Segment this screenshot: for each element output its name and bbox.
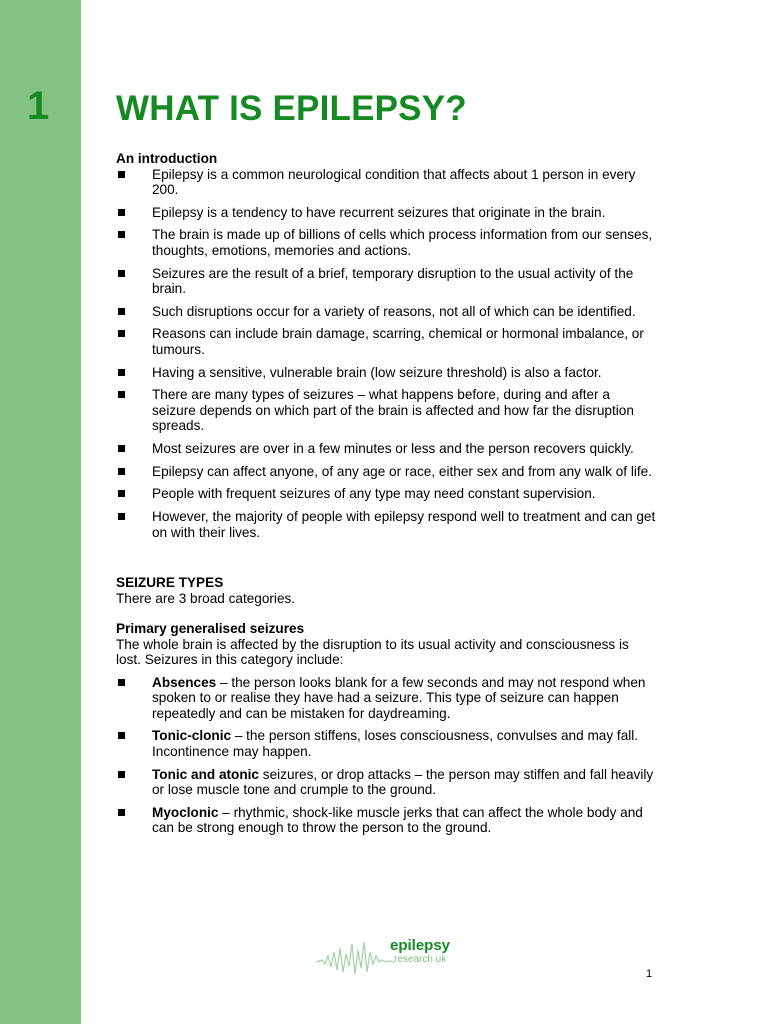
square-bullet-icon bbox=[118, 270, 125, 277]
list-item-text: However, the majority of people with epilepsy respond well to treatment and can get on with their lives. bbox=[152, 509, 656, 540]
list-item bbox=[116, 509, 656, 540]
primary-heading: Primary generalised seizures bbox=[116, 621, 305, 637]
intro-heading: An introduction bbox=[116, 151, 218, 166]
intro-list bbox=[116, 167, 656, 541]
list-item bbox=[116, 675, 656, 722]
square-bullet-icon bbox=[118, 468, 125, 475]
square-bullet-icon bbox=[118, 330, 125, 337]
list-item bbox=[116, 805, 656, 836]
list-item bbox=[116, 205, 656, 221]
seizure-types-text: There are 3 broad categories. bbox=[116, 590, 296, 606]
page-number: 1 bbox=[646, 968, 653, 980]
list-item bbox=[116, 266, 656, 297]
list-item bbox=[116, 441, 656, 457]
chapter-number: 1 bbox=[27, 84, 50, 128]
primary-text: The whole brain is affected by the disruption to its usual activity and consciousness is lost. Seizures in this category include: bbox=[116, 636, 629, 668]
page-title: WHAT IS EPILEPSY? bbox=[116, 89, 467, 128]
list-item bbox=[116, 365, 656, 381]
square-bullet-icon bbox=[118, 809, 125, 816]
seizure-term: Absences bbox=[152, 674, 217, 690]
list-item-text: There are many types of seizures – what happens before, during and after a seizure depends on which part of the brain is affected and how far the disruption spreads. bbox=[152, 387, 634, 434]
green-sidebar bbox=[0, 0, 81, 1024]
list-item-text: Having a sensitive, vulnerable brain (low seizure threshold) is also a factor. bbox=[152, 364, 602, 380]
square-bullet-icon bbox=[118, 171, 125, 178]
logo-subtitle: research uk bbox=[394, 954, 447, 965]
list-item bbox=[116, 486, 656, 502]
list-item-text: People with frequent seizures of any type may need constant supervision. bbox=[152, 486, 596, 502]
seizure-description: – rhythmic, shock-like muscle jerks that can affect the whole body and can be strong enough to throw the person to the ground. bbox=[152, 804, 643, 836]
list-item bbox=[116, 767, 656, 798]
square-bullet-icon bbox=[118, 771, 125, 778]
list-item-text: Most seizures are over in a few minutes or less and the person recovers quickly. bbox=[152, 441, 634, 456]
list-item-text: Epilepsy can affect anyone, of any age or race, either sex and from any walk of life. bbox=[152, 463, 652, 479]
seizure-term: Myoclonic bbox=[152, 804, 219, 820]
square-bullet-icon bbox=[118, 513, 125, 520]
logo-wordmark: epilepsy bbox=[390, 937, 451, 954]
square-bullet-icon bbox=[118, 231, 125, 238]
square-bullet-icon bbox=[118, 490, 125, 497]
seizure-description: – the person looks blank for a few seconds and may not respond when spoken to or realise they have had a seizure. This type of seizure can happen repeatedly and can be mistaken for daydreaming. bbox=[152, 674, 646, 721]
brainwave-icon bbox=[316, 934, 396, 980]
list-item bbox=[116, 304, 656, 320]
primary-list bbox=[116, 675, 656, 836]
list-item bbox=[116, 728, 656, 759]
list-item bbox=[116, 464, 656, 480]
square-bullet-icon bbox=[118, 308, 125, 315]
epilepsy-research-logo bbox=[316, 934, 456, 980]
square-bullet-icon bbox=[118, 445, 125, 452]
list-item-text: Reasons can include brain damage, scarring, chemical or hormonal imbalance, or tumours. bbox=[152, 326, 644, 357]
seizure-description: seizures, or drop attacks – the person may stiffen and fall heavily or lose muscle tone and crumple to the ground. bbox=[152, 766, 654, 798]
seizure-term: Tonic and atonic bbox=[152, 766, 259, 782]
list-item-text: Epilepsy is a common neurological condition that affects about 1 person in every 200. bbox=[152, 166, 636, 197]
seizure-term: Tonic-clonic bbox=[152, 728, 232, 744]
list-item-text: Seizures are the result of a brief, temporary disruption to the usual activity of the brain. bbox=[152, 265, 634, 297]
seizure-description: – the person stiffens, loses consciousness, convulses and may fall. Incontinence may happen. bbox=[152, 728, 639, 759]
list-item-text: Epilepsy is a tendency to have recurrent seizures that originate in the brain. bbox=[152, 204, 606, 220]
square-bullet-icon bbox=[118, 209, 125, 216]
list-item bbox=[116, 167, 656, 198]
square-bullet-icon bbox=[118, 679, 125, 686]
square-bullet-icon bbox=[118, 391, 125, 398]
main-content bbox=[116, 151, 656, 843]
square-bullet-icon bbox=[118, 732, 125, 739]
list-item bbox=[116, 227, 656, 258]
seizure-types-heading: SEIZURE TYPES bbox=[116, 575, 224, 591]
list-item bbox=[116, 387, 656, 434]
list-item bbox=[116, 326, 656, 357]
list-item-text: The brain is made up of billions of cells which process information from our senses, thoughts, emotions, memories and actions. bbox=[152, 227, 653, 258]
square-bullet-icon bbox=[118, 369, 125, 376]
list-item-text: Such disruptions occur for a variety of reasons, not all of which can be identified. bbox=[152, 303, 636, 319]
